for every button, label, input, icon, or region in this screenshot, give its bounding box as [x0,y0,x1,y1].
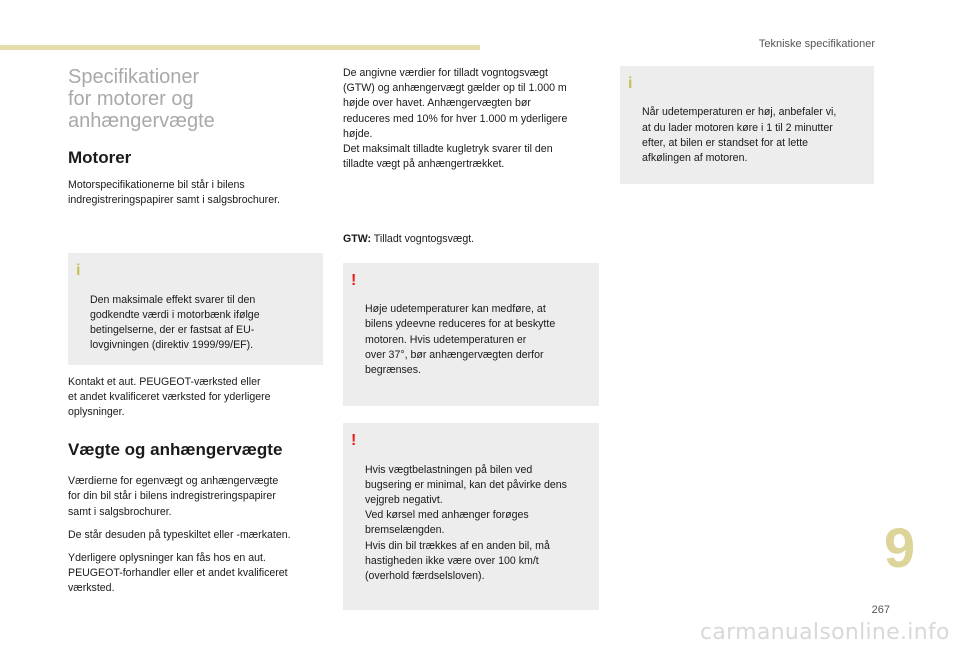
page-title: Specifikationer for motorer og anhængervægte [68,66,215,132]
gtw-text: Tilladt vogntogsvægt. [371,232,475,245]
column-left [68,66,323,605]
warning-icon: ! [351,271,357,289]
info-icon: i [628,75,633,92]
info-box-effekt-text: Den maksimale effekt svarer til den godkendte værdi i motorbænk ifølge betingelserne, der er fastsat af EU- lovgivningen (direktiv 1999/99/EF). [90,293,260,352]
info-icon: i [76,262,81,280]
vaegte-heading: Vægte og anhængervægte [68,440,283,460]
info-box-effekt [68,253,323,364]
watermark: carmanualsonline.info [700,620,950,645]
gtw-intro-text: De angivne værdier for tilladt vogntogsvægt (GTW) og anhængervægt gælder op til 1.000 m højde over havet. Anhængervægten bør reduceres med 10% for hver 1.000 m yderligere højde. Det maksimalt tilladte kugletryk svarer til den tilladte vægt på anhængertrækket. [343,67,568,171]
header-accent-bar [0,45,480,50]
warning-box-bugsering [343,423,599,610]
gtw-definition [343,216,599,246]
warning-icon: ! [351,432,357,450]
section-title: Tekniske specifikationer [758,38,875,50]
warning-box-temperature [343,263,599,406]
vaegte-text-1: Værdierne for egenvægt og anhængervægte for din bil står i bilens indregistreringspapirer samt i salgsbrochurer. [68,475,279,518]
motorer-text: Motorspecifikationerne bil står i bilens indregistreringspapirer samt i salgsbrochurer. [68,179,280,207]
column-right [620,66,874,184]
warning-box-bugsering-text: Hvis vægtbelastningen på bilen ved bugsering er minimal, kan det påvirke dens vejgreb negativt. Ved kørsel med anhænger forøges bremselængden. Hvis din bil trækkes af en anden bil, må hastigheden ikke være over 100 km/t (overhold færdselsloven). [365,463,567,583]
vaegte-text-2: De står desuden på typeskiltet eller -mærkaten. [68,528,291,541]
warning-box-temperature-text: Høje udetemperaturer kan medføre, at bilens ydeevne reduceres for at beskytte motoren. Hvis udetemperaturen er over 37°, bør anhængervægten derfor begrænses. [365,303,556,377]
page-number: 267 [871,604,890,616]
gtw-label: GTW: [343,232,372,245]
chapter-number: 9 [884,516,916,579]
motorer-heading: Motorer [68,148,132,167]
info-box-afkoling-text: Når udetemperaturen er høj, anbefaler vi, at du lader motoren køre i 1 til 2 minutter efter, at bilen er standset for at lette afkølingen af motoren. [642,106,837,165]
kontakt-text: Kontakt et aut. PEUGEOT-værksted eller et andet kvalificeret værksted for yderligere oplysninger. [68,375,271,419]
vaegte-text-3: Yderligere oplysninger kan fås hos en aut. PEUGEOT-forhandler eller et andet kvalificeret værksted. [68,552,288,595]
column-middle [343,66,599,610]
info-box-afkoling [620,66,874,184]
